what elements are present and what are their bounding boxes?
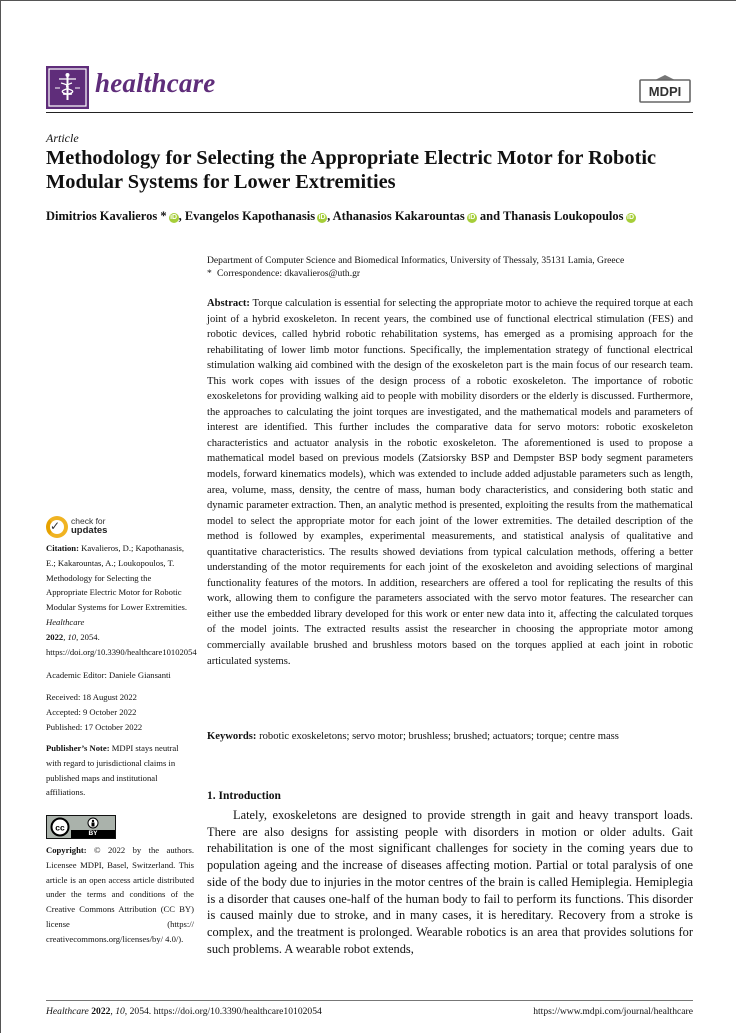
corresponding-mark: * [157, 209, 167, 223]
dates-block [46, 690, 194, 734]
keywords [207, 729, 693, 744]
cc-by-label: BY [71, 830, 115, 838]
copyright-label: Copyright: [46, 845, 87, 855]
check-for-updates-button[interactable] [46, 515, 126, 541]
correspondence-star: * [207, 268, 212, 279]
citation-block: Citation: Kavalieros, D.; Kapothanasis, E.; Kakarountas, A.; Loukopoulos, T. Methodology for Selecting the Appropriate Electric Motor for Robotic Modular Systems for Lower Extremities. Healthcare 2022, 10, 2054. https://doi.org/10.3390/healthcare10102054 [46, 543, 197, 657]
cc-icon [48, 817, 71, 837]
affiliation: Department of Computer Science and Biomedical Informatics, University of Thessaly, 35131 Lamia, Greece [207, 255, 625, 266]
keywords-text: robotic exoskeletons; servo motor; brushless; brushed; actuators; torque; centre mass [259, 731, 619, 742]
accepted-date: Accepted: 9 October 2022 [46, 706, 137, 717]
mdpi-logo-icon[interactable] [638, 74, 692, 106]
article-type: Article [46, 131, 79, 145]
section-heading: 1. Introduction [207, 790, 281, 802]
check-updates-line1: check for [71, 516, 106, 526]
footer-volume: 10 [115, 1006, 125, 1017]
citation-year: 2022 [46, 631, 64, 642]
author-name: Dimitrios Kavalieros [46, 209, 158, 223]
introduction-text [207, 807, 693, 957]
page-title: Methodology for Selecting the Appropriate Electric Motor for Robotic Modular Systems for Lower Extremities [46, 147, 657, 193]
abstract-text: Torque calculation is essential for selecting the appropriate motor to achieve the required torque at each joint of a hybrid exoskeleton. In recent years, the combined use of functional electrical stimulation (FES) and robotic devices, called hybrid robotic rehabilitation systems, has emerged as a promising approach for the rehabilitating of lower limb motor functions. Specifically, the implementation strategy of functional electrical stimulation walking aid combined with the design of the exoskeleton part is the main focus of our research team. This work copes with issues of the design process of a robotic exoskeleton. The importance of robotic exoskeletons for providing walking aid to people with mobility disorders or the elderly is discussed. Furthermore, the approaches to calculating the joint torques are investigated, and the mathematical models and parameters of interest are identified. This further includes the comparative data for servo motors: robotic exoskeleton characteristics and actuator analysis in the robotic exoskeleton. The aforementioned is used to propose a mathematical model based on previous models (Zatsiorsky BSP and Dempster BSP body segment parameters models, forward kinematics models), which was extended to include added adjustable parameters such as length, area, volume, mass, density, the centre of mass, human body characteristics, and considering both static and dynamic parameter extraction. Then, an analytic method is presented, exploiting the results from the mathematical model to select the appropriate motor for each joint of the lower extremities. The detailed description of the method is followed by examples, experimental measurements, and statistical analysis of qualitative and quantitative characteristics. The results showed deviations from typical calculation methods, offering a better understanding of the motor requirements for each joint of the exoskeleton and avoiding selections of marginal functionality features of the motors. In addition, researchers are offered a tool for replicating the results of this work, allowing them to configure the parameters associated with the servo motor features. The researcher can either use the embedded library developed for this work or enter new data into it, affecting the calculated torques of the model joints. The extracted results assist the researcher in choosing the appropriate motor among commercially available brushed and brushless motors based on the torques applied at each joint in robotic articulated systems. [207, 298, 693, 667]
mdpi-logo-text: MDPI [648, 84, 682, 99]
author-separator: , [327, 209, 333, 223]
introduction-paragraph: Lately, exoskeletons are designed to provide strength in gait and heavy transport loads. There are also designs for assisting people with disorders in motion or older adults. Gait rehabilitation is one of the most significant challenges for society in the coming years due to population ageing and the increase of diseases affecting motion. Partial or total paralysis of one side of the body due to injuries in the motor centres of the brain is called Hemiplegia. Hemiplegia is a disorder that causes one-half of the human body to fail to perform its functions. This disorder is caused mainly due to stroke, and in many cases, it is hereditary. Recovery from a stroke is complex, and the treatment is prolonged. Wearable robotics is an area that provides solutions for such problems. A wearable robot extends, [207, 808, 693, 956]
citation-label: Citation: [46, 543, 79, 553]
orcid-icon[interactable]: iD [318, 214, 326, 221]
footer-journal-url[interactable]: https://www.mdpi.com/journal/healthcare [533, 1006, 693, 1017]
author-name: Evangelos Kapothanasis [184, 209, 316, 223]
checkmark-icon: ✓ [50, 519, 61, 533]
author-name: Athanasios Kakarountas [332, 209, 465, 223]
received-date: Received: 18 August 2022 [46, 692, 137, 702]
orcid-icon[interactable]: iD [170, 214, 178, 221]
cc-by-license-badge[interactable] [46, 815, 116, 839]
correspondence[interactable]: Correspondence: dkavalieros@uth.gr [217, 268, 361, 279]
cc-label: cc [55, 822, 65, 833]
abstract-label: Abstract: [207, 298, 250, 309]
footer-year: 2022 [91, 1006, 111, 1017]
footer-rule [46, 1000, 693, 1001]
journal-logo-icon [46, 66, 89, 109]
author-list [46, 209, 696, 224]
publisher-note-label: Publisher’s Note: [46, 743, 110, 753]
citation-journal: Healthcare [46, 616, 85, 627]
copyright-text: © 2022 by the authors. Licensee MDPI, Basel, Switzerland. This article is an open access article distributed under the terms and conditions of the Creative Commons Attribution (CC BY) license (https:// creativecommons.org/licenses/by/ 4.0/). [46, 845, 194, 944]
abstract [207, 296, 693, 669]
footer-citation: Healthcare 2022, 10, 2054. https://doi.org/10.3390/healthcare10102054 [46, 1006, 322, 1017]
published-date: Published: 17 October 2022 [46, 721, 143, 732]
publisher-note-text: MDPI stays neutral with regard to jurisdictional claims in published maps and institutional affiliations. [46, 743, 179, 798]
footer-journal: Healthcare [46, 1006, 89, 1017]
header-rule [46, 112, 693, 113]
copyright-block [46, 843, 194, 947]
journal-name[interactable]: healthcare [95, 68, 216, 98]
author-separator: , [178, 209, 185, 223]
footer-doi[interactable]: , 2054. https://doi.org/10.3390/healthcare10102054 [124, 1006, 322, 1017]
author-name: Thanasis Loukopoulos [502, 209, 624, 223]
orcid-icon[interactable]: iD [627, 214, 635, 221]
check-updates-line2: updates [71, 525, 108, 536]
citation-text: Kavalieros, D.; Kapothanasis, E.; Kakarountas, A.; Loukopoulos, T. Methodology for Selecting the Appropriate Electric Motor for Robotic Modular Systems for Lower Extremities. [46, 543, 188, 613]
publisher-note [46, 741, 194, 800]
citation-doi[interactable]: , 2054. https://doi.org/10.3390/healthcare10102054 [46, 631, 197, 657]
keywords-label: Keywords: [207, 731, 257, 742]
citation-volume: 10 [67, 631, 77, 642]
orcid-icon[interactable]: iD [468, 214, 476, 221]
affiliation-block [207, 254, 693, 280]
academic-editor: Academic Editor: Daniele Giansanti [46, 670, 171, 680]
author-separator: and [476, 209, 503, 223]
